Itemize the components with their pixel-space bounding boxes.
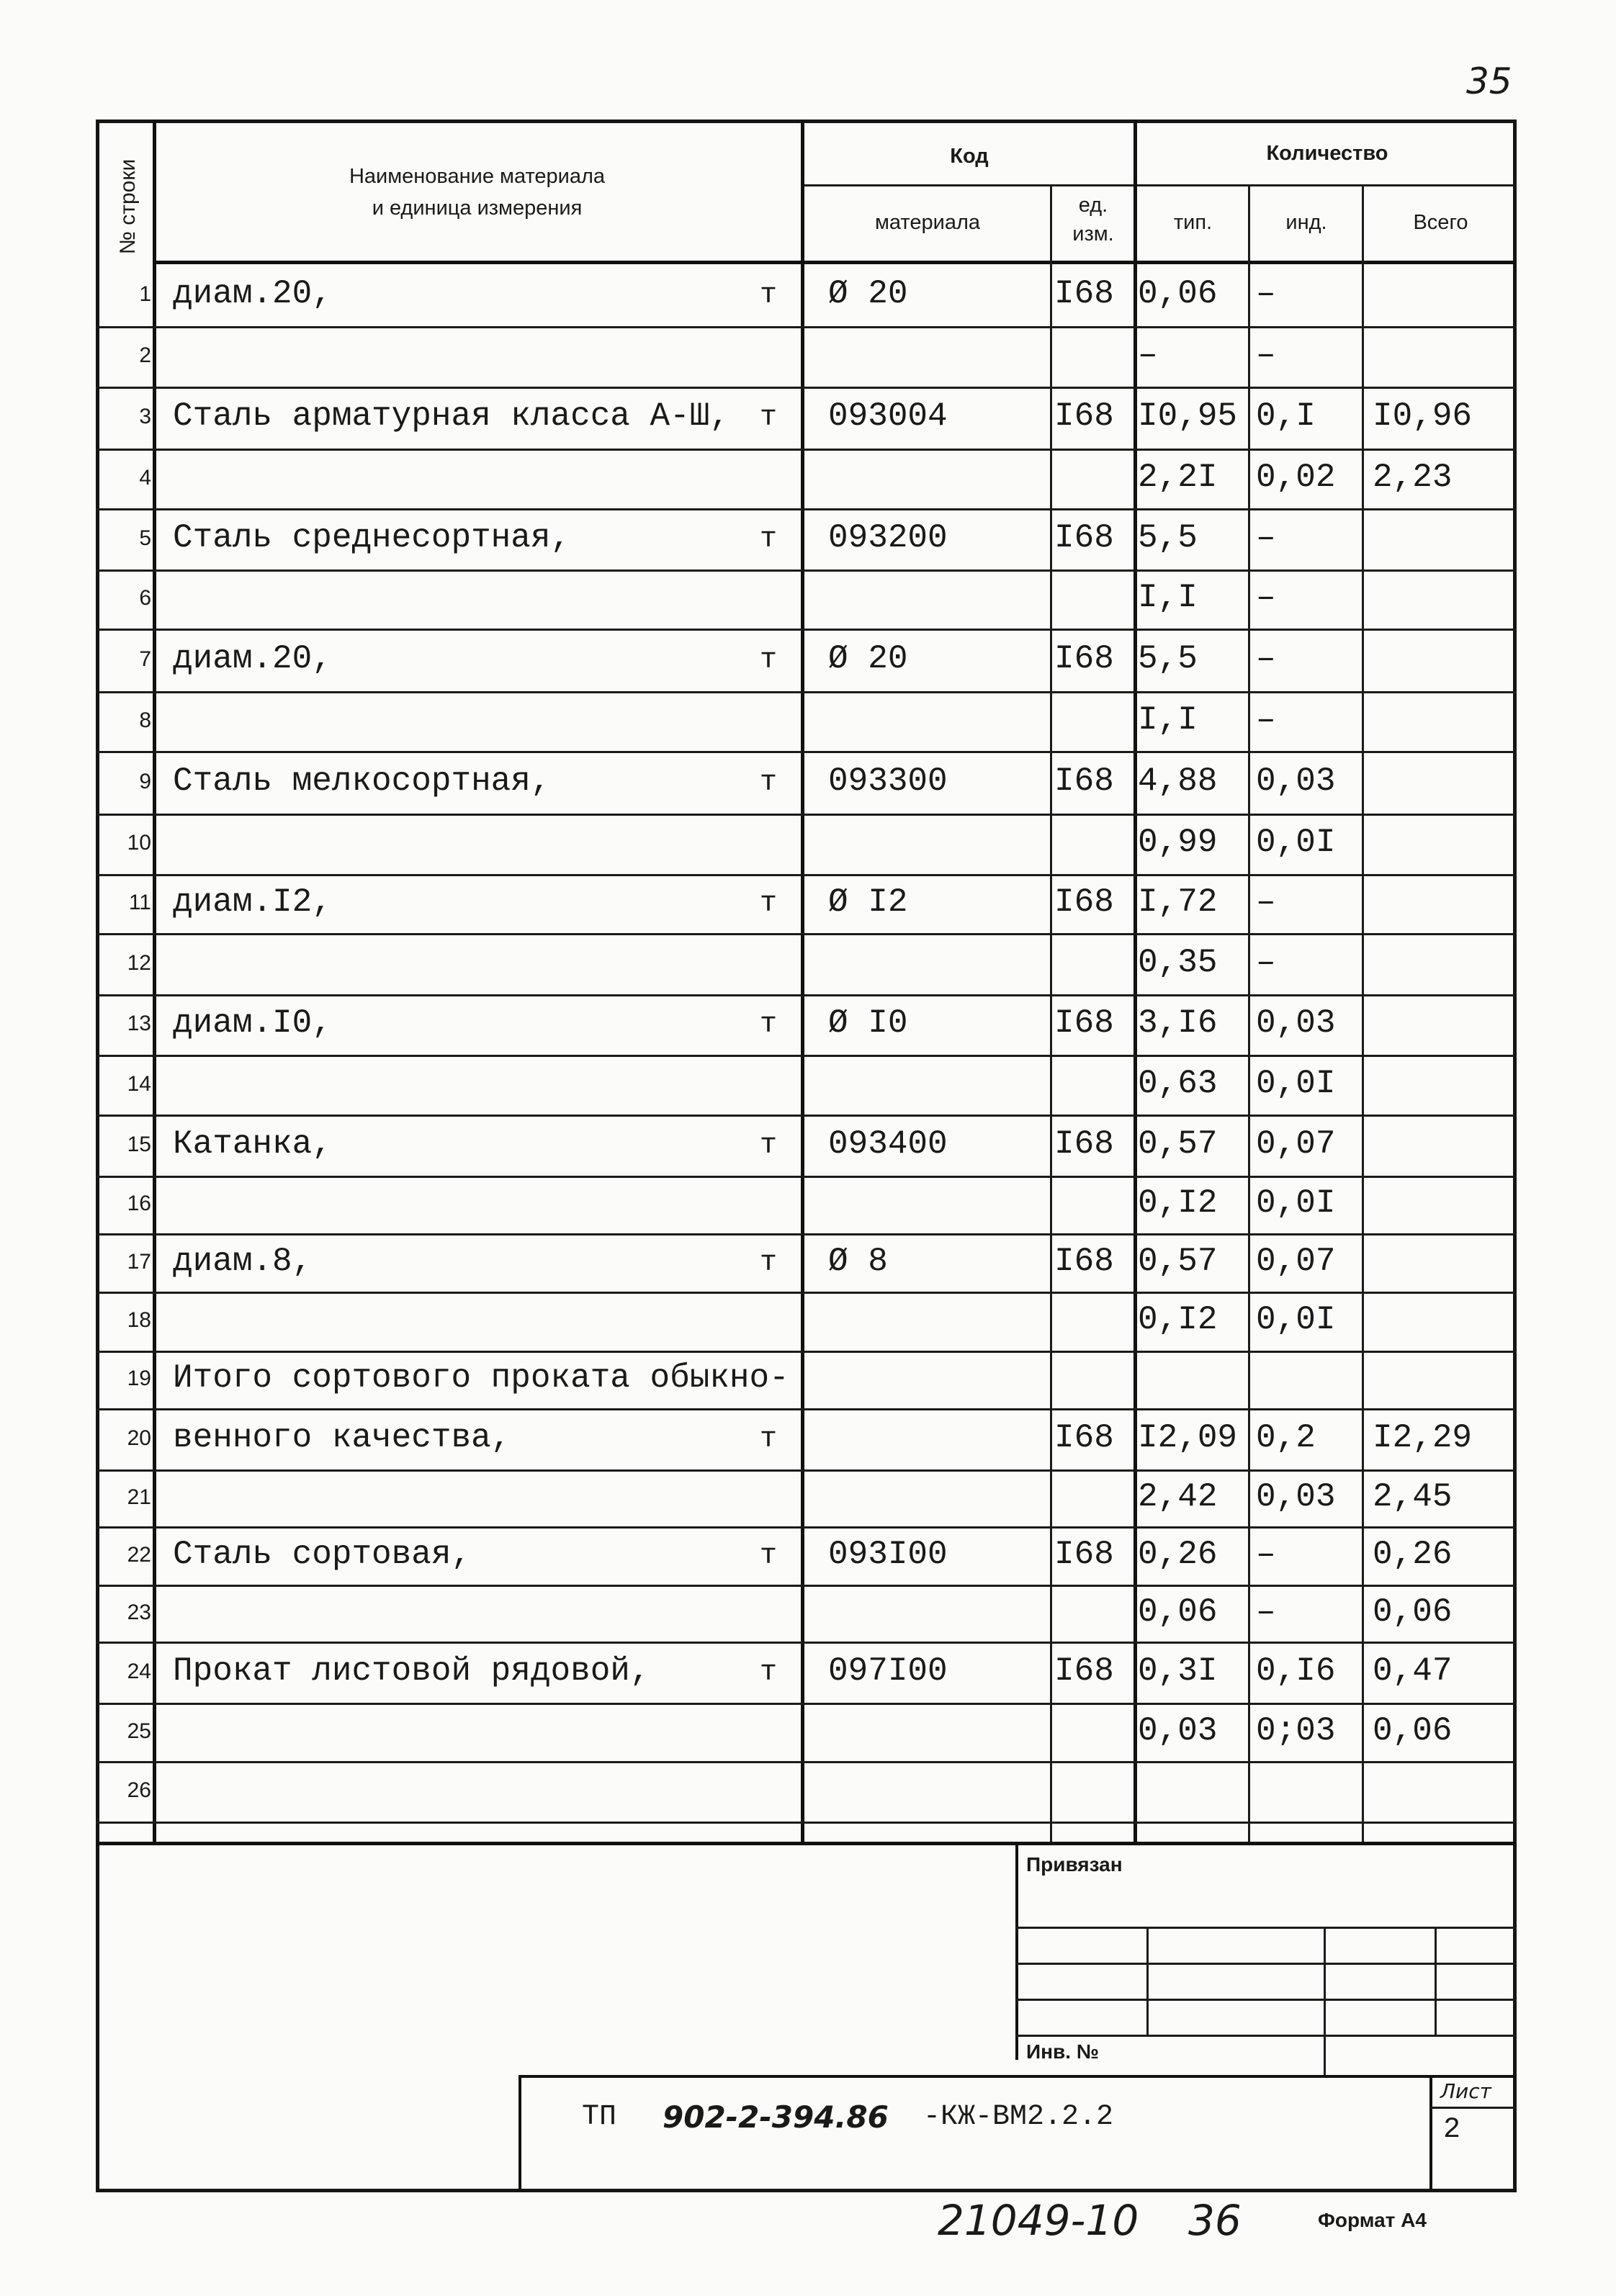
qty-individual: 0,03 (1256, 1004, 1336, 1042)
row-number: 1 (139, 282, 151, 306)
title-block-sheet-divider (1429, 2107, 1517, 2109)
unit-code: I68 (1054, 639, 1114, 677)
row-number: 17 (127, 1249, 151, 1274)
unit-code: I68 (1054, 883, 1114, 921)
row-number: 5 (139, 526, 151, 550)
header-qty-total: Всего (1413, 211, 1468, 234)
qty-type: I,I (1138, 701, 1198, 739)
material-code: 093004 (828, 397, 948, 435)
qty-individual: – (1256, 579, 1276, 616)
header-name-line1: Наименование материала (349, 165, 606, 188)
stamp-left-line (1015, 1844, 1018, 2060)
stamp-vline-1 (1146, 1927, 1149, 2035)
qty-type: I0,95 (1138, 397, 1238, 435)
stamp-line-4 (1015, 2035, 1517, 2037)
header-bottom-line (154, 261, 1517, 264)
col-line-tip (1248, 184, 1250, 1844)
unit-code: I68 (1054, 1125, 1114, 1163)
material-name: Итого сортового проката обыкно- (173, 1359, 789, 1397)
unit-of-measure: т (760, 766, 778, 799)
unit-code: I68 (1054, 1652, 1114, 1690)
row-number: 18 (127, 1308, 151, 1332)
header-row-number: № строки (116, 158, 140, 255)
row-number: 10 (127, 831, 151, 855)
row-separator (96, 1761, 1517, 1763)
qty-total: 0,06 (1373, 1593, 1453, 1631)
row-number: 11 (128, 891, 151, 914)
unit-code: I68 (1054, 274, 1114, 312)
qty-total: 2,23 (1373, 458, 1453, 496)
page-number: 35 (1466, 60, 1512, 102)
col-line-ind (1362, 184, 1364, 1844)
unit-of-measure: т (760, 1656, 778, 1689)
material-name: диам.20, (173, 274, 332, 312)
material-code: Ø 8 (828, 1242, 888, 1280)
unit-of-measure: т (760, 523, 778, 556)
col-line-code (1050, 184, 1052, 1844)
row-number: 25 (127, 1719, 151, 1743)
qty-individual: 0,2 (1256, 1418, 1316, 1457)
stamp-inv: Инв. № (1026, 2040, 1100, 2063)
header-qty-ind: инд. (1285, 211, 1327, 234)
title-block-left (519, 2075, 521, 2190)
stamp-vline-2 (1324, 1927, 1326, 2035)
qty-type: 0,06 (1138, 1593, 1218, 1631)
qty-individual: – (1256, 639, 1276, 677)
stamp-line-2 (1015, 1963, 1517, 1965)
unit-of-measure: т (760, 1129, 778, 1162)
row-separator (96, 326, 1517, 328)
material-name: венного качества, (173, 1418, 511, 1457)
qty-type: I2,09 (1138, 1418, 1238, 1457)
qty-individual: – (1256, 274, 1276, 312)
row-separator (96, 449, 1517, 451)
material-name: диам.I2, (173, 883, 332, 921)
qty-total: 0,06 (1373, 1711, 1453, 1750)
qty-type: I,I (1138, 579, 1198, 616)
unit-of-measure: т (760, 1246, 778, 1279)
row-separator (96, 751, 1517, 753)
row-number: 21 (127, 1485, 151, 1509)
qty-individual: 0,03 (1256, 762, 1336, 800)
header-unit-line1: ед. (1078, 194, 1108, 217)
qty-individual: 0,0I (1256, 1301, 1336, 1338)
footer-number-36: 36 (1188, 2196, 1242, 2245)
qty-type: 0,3I (1138, 1652, 1218, 1690)
unit-code: I68 (1054, 397, 1114, 435)
row-number: 26 (127, 1778, 151, 1802)
row-number: 13 (127, 1012, 151, 1035)
material-code: 093400 (828, 1125, 948, 1163)
header-code-material: материала (874, 211, 981, 234)
qty-type: 0,03 (1138, 1711, 1218, 1750)
row-separator (96, 1585, 1517, 1587)
sheet-number: 2 (1443, 2114, 1461, 2146)
qty-type: 0,06 (1138, 274, 1218, 312)
row-separator (96, 1351, 1517, 1353)
row-separator (96, 508, 1517, 510)
material-name: Сталь среднесортная, (173, 518, 571, 557)
row-separator (96, 1469, 1517, 1472)
qty-type: 0,I2 (1138, 1184, 1218, 1222)
qty-total: 2,45 (1373, 1477, 1453, 1516)
qty-individual: – (1256, 943, 1276, 981)
row-number: 2 (139, 343, 151, 367)
row-number: 22 (127, 1542, 151, 1567)
row-separator (96, 1526, 1517, 1529)
material-code: Ø I0 (828, 1004, 908, 1042)
material-name: диам.8, (173, 1242, 313, 1280)
row-number: 14 (127, 1071, 151, 1096)
qty-total: 0,26 (1373, 1535, 1453, 1573)
material-name: Сталь мелкосортная, (173, 762, 551, 800)
row-separator (96, 691, 1517, 693)
row-number: 16 (127, 1192, 151, 1215)
qty-total: I0,96 (1373, 397, 1473, 435)
row-number: 24 (127, 1659, 151, 1683)
material-code: Ø 20 (828, 274, 908, 312)
qty-total: I2,29 (1373, 1418, 1473, 1457)
unit-code: I68 (1054, 518, 1114, 557)
header-unit-line2: изм. (1072, 222, 1114, 246)
footer-handwritten-number: 21049-10 (938, 2196, 1139, 2245)
qty-type: 0,I2 (1138, 1301, 1218, 1338)
material-name: Прокат листовой рядовой, (173, 1652, 650, 1690)
row-number: 19 (127, 1367, 151, 1390)
row-separator (96, 1233, 1517, 1235)
qty-type: 0,35 (1138, 943, 1218, 981)
material-name: Сталь арматурная класса А-Ш, (173, 397, 730, 435)
unit-of-measure: т (760, 1423, 778, 1456)
material-code: Ø I2 (828, 883, 908, 921)
stamp-vline-4 (1324, 2035, 1326, 2078)
unit-code: I68 (1054, 1242, 1114, 1280)
qty-individual: – (1256, 883, 1276, 921)
material-code: 093300 (828, 762, 948, 800)
qty-total: 0,47 (1373, 1652, 1453, 1690)
row-separator (96, 1055, 1517, 1057)
row-number: 15 (127, 1132, 151, 1156)
material-code: 097I00 (828, 1652, 948, 1690)
row-number: 3 (139, 405, 151, 428)
row-number: 9 (139, 769, 151, 793)
title-block-sheet-line (1429, 2075, 1432, 2190)
row-number: 20 (127, 1426, 151, 1450)
tp-suffix: -КЖ-ВМ2.2.2 (923, 2101, 1114, 2133)
row-separator (96, 387, 1517, 389)
row-separator (96, 1292, 1517, 1294)
qty-individual: 0,0I (1256, 1184, 1336, 1222)
qty-individual: – (1256, 336, 1276, 374)
row-separator (96, 994, 1517, 996)
qty-individual: 0,I6 (1256, 1652, 1336, 1690)
unit-code: I68 (1054, 762, 1114, 800)
material-name: диам.I0, (173, 1004, 332, 1042)
row-separator (96, 1822, 1517, 1824)
stamp-vline-3 (1435, 1927, 1437, 2035)
row-separator (96, 1176, 1517, 1178)
qty-type: 4,88 (1138, 762, 1218, 800)
qty-individual: 0,07 (1256, 1242, 1336, 1280)
row-number: 12 (127, 950, 151, 975)
stamp-privyazan: Привязан (1026, 1853, 1123, 1876)
footer-format: Формат А4 (1318, 2209, 1427, 2231)
material-name: диам.20, (173, 639, 332, 677)
qty-individual: – (1256, 1593, 1276, 1631)
row-separator (96, 1408, 1517, 1410)
qty-type: I,72 (1138, 883, 1218, 921)
stamp-line-3 (1015, 1999, 1517, 2001)
stamp-line-1 (1015, 1927, 1517, 1929)
sheet-label: Лист (1440, 2079, 1491, 2103)
qty-type: 2,2I (1138, 458, 1218, 496)
row-number: 8 (139, 708, 151, 732)
row-separator (96, 1703, 1517, 1705)
row-separator (96, 874, 1517, 876)
row-separator (96, 629, 1517, 631)
header-name-line2: и единица измерения (372, 197, 583, 220)
material-code: 093200 (828, 518, 948, 557)
qty-individual: 0,03 (1256, 1477, 1336, 1516)
header-qty-type: тип. (1173, 211, 1213, 234)
qty-type: 0,26 (1138, 1535, 1218, 1573)
unit-code: I68 (1054, 1535, 1114, 1573)
row-number: 4 (139, 465, 151, 490)
tp-prefix: ТП (582, 2101, 617, 2133)
material-name: Сталь сортовая, (173, 1535, 472, 1573)
title-block-top (519, 2075, 1517, 2078)
unit-code: I68 (1054, 1418, 1114, 1457)
unit-of-measure: т (760, 402, 778, 434)
qty-individual: 0,0I (1256, 1064, 1336, 1102)
header-code: Код (950, 145, 989, 168)
row-number: 23 (127, 1600, 151, 1624)
qty-type: 2,42 (1138, 1477, 1218, 1516)
header-subdivider (801, 184, 1517, 186)
material-code: Ø 20 (828, 639, 908, 677)
qty-type: 5,5 (1138, 639, 1198, 677)
qty-individual: 0,0I (1256, 824, 1336, 861)
qty-individual: 0,02 (1256, 458, 1336, 496)
row-separator (96, 570, 1517, 572)
qty-type: 0,63 (1138, 1064, 1218, 1102)
row-number: 7 (139, 647, 151, 671)
row-separator (96, 1642, 1517, 1644)
qty-type: 5,5 (1138, 518, 1198, 557)
qty-type: 3,I6 (1138, 1004, 1218, 1042)
header-quantity: Количество (1266, 142, 1388, 165)
material-name: Катанка, (173, 1125, 332, 1163)
row-separator (96, 933, 1517, 935)
unit-of-measure: т (760, 279, 778, 312)
qty-individual: – (1256, 1535, 1276, 1573)
qty-type: 0,57 (1138, 1242, 1218, 1280)
qty-type: 0,57 (1138, 1125, 1218, 1163)
row-separator (96, 814, 1517, 816)
unit-code: I68 (1054, 1004, 1114, 1042)
tp-number-handwritten: 902-2-394.86 (663, 2099, 889, 2135)
unit-of-measure: т (760, 888, 778, 920)
qty-individual: 0,07 (1256, 1125, 1336, 1163)
unit-of-measure: т (760, 644, 778, 677)
row-separator (96, 1115, 1517, 1117)
qty-individual: 0,I (1256, 397, 1316, 435)
table-bottom-line (96, 1842, 1517, 1845)
unit-of-measure: т (760, 1009, 778, 1041)
unit-of-measure: т (760, 1539, 778, 1572)
qty-individual: 0;03 (1256, 1711, 1336, 1750)
row-number: 6 (139, 586, 151, 610)
material-code: 093I00 (828, 1535, 948, 1573)
qty-individual: – (1256, 518, 1276, 557)
qty-type: 0,99 (1138, 824, 1218, 861)
qty-type: – (1138, 336, 1158, 374)
qty-individual: – (1256, 701, 1276, 739)
